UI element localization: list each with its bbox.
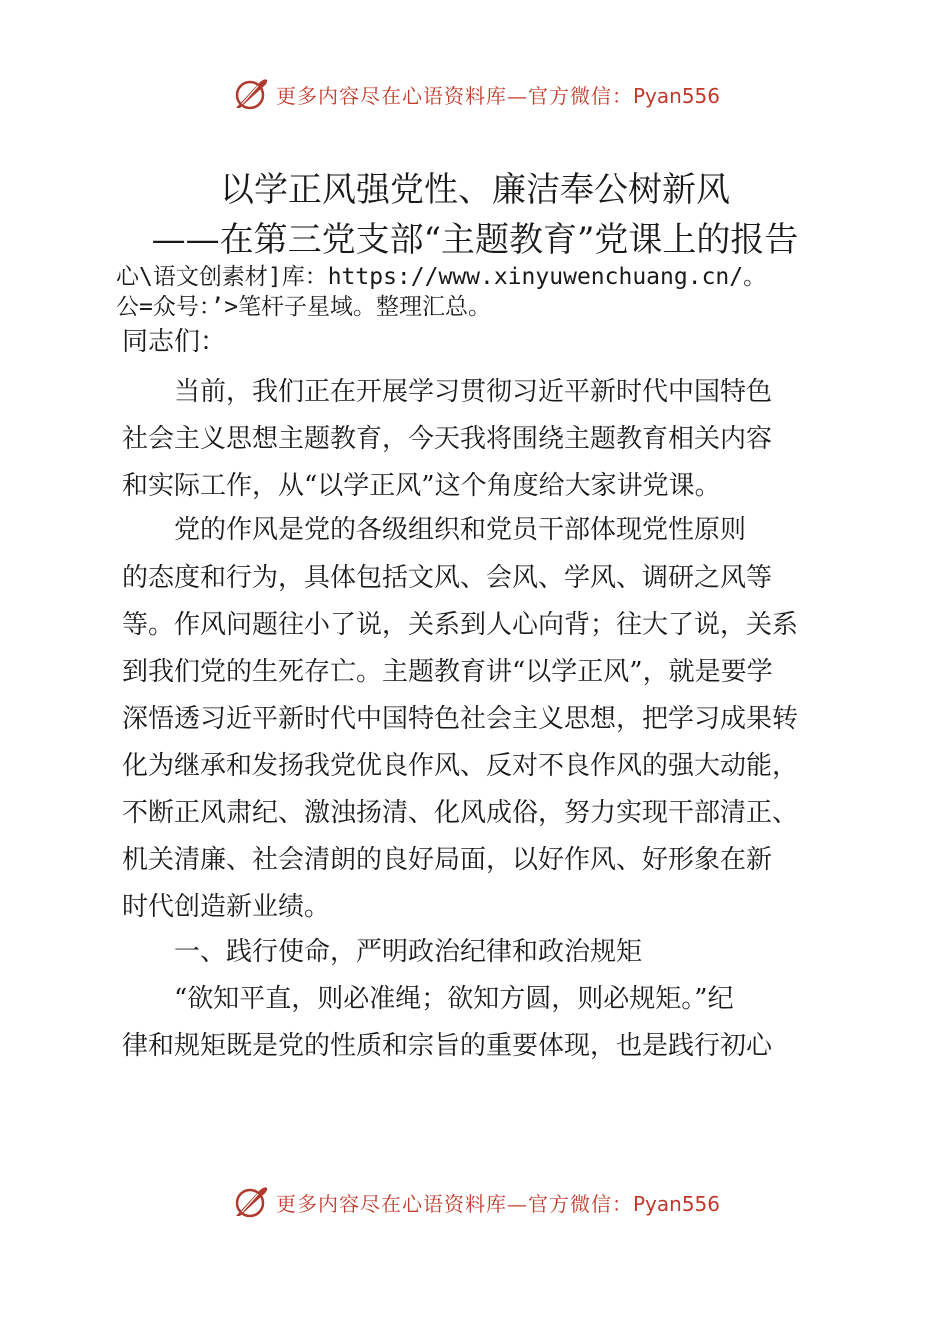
body-line: 社会主义思想主题教育，今天我将围绕主题教育相关内容 xyxy=(122,424,773,454)
body-line: 律和规矩既是党的性质和宗旨的重要体现，也是践行初心 xyxy=(122,1031,773,1061)
body-line: 化为继承和发扬我党优良作风、反对不良作风的强大动能， xyxy=(122,751,799,781)
header-banner xyxy=(0,70,950,118)
body-line: 到我们党的生死存亡。主题教育讲“以学正风”，就是要学 xyxy=(122,657,773,687)
section-heading: 一、践行使命，严明政治纪律和政治规矩 xyxy=(122,937,643,967)
document-subtitle: ——在第三党支部“主题教育”党课上的报告 xyxy=(151,220,799,260)
wechat-id: Pyan556 xyxy=(632,1191,720,1216)
salutation: 同志们： xyxy=(122,327,227,357)
banner-text: 更多内容尽在心语资料库—官方微信：Pyan556 xyxy=(275,1191,720,1216)
body-line: “欲知平直，则必准绳；欲知方圆，则必规矩。”纪 xyxy=(122,984,734,1014)
body-line: 机关清廉、社会清朗的良好局面，以好作风、好形象在新 xyxy=(122,845,773,875)
body-line: 党的作风是党的各级组织和党员干部体现党性原则 xyxy=(122,515,747,545)
document-title: 以学正风强党性、廉洁奉公树新风 xyxy=(220,170,730,210)
body-line: 时代创造新业绩。 xyxy=(122,892,331,922)
body-line: 当前，我们正在开展学习贯彻习近平新时代中国特色 xyxy=(122,377,773,407)
body-line: 的态度和行为，具体包括文风、会风、学风、调研之风等 xyxy=(122,563,773,593)
body-line: 不断正风肃纪、激浊扬清、化风成俗，努力实现干部清正、 xyxy=(122,798,799,828)
body-line: 和实际工作，从“以学正风”这个角度给大家讲党课。 xyxy=(122,471,721,501)
source-line-1: 心\语文创素材]库：https://www.xinyuwenchuang.cn/。 xyxy=(116,264,767,290)
source-line-2: 公=众号：’>笔杆子星域。整理汇总。 xyxy=(116,294,492,320)
quill-pen-logo-icon xyxy=(230,74,270,114)
banner-text: 更多内容尽在心语资料库—官方微信：Pyan556 xyxy=(275,83,720,108)
body-line: 深悟透习近平新时代中国特色社会主义思想，把学习成果转 xyxy=(122,704,799,734)
wechat-id: Pyan556 xyxy=(632,83,720,108)
footer-banner xyxy=(0,1178,950,1226)
body-line: 等。作风问题往小了说，关系到人心向背；往大了说，关系 xyxy=(122,610,799,640)
quill-pen-logo-icon xyxy=(230,1182,270,1222)
